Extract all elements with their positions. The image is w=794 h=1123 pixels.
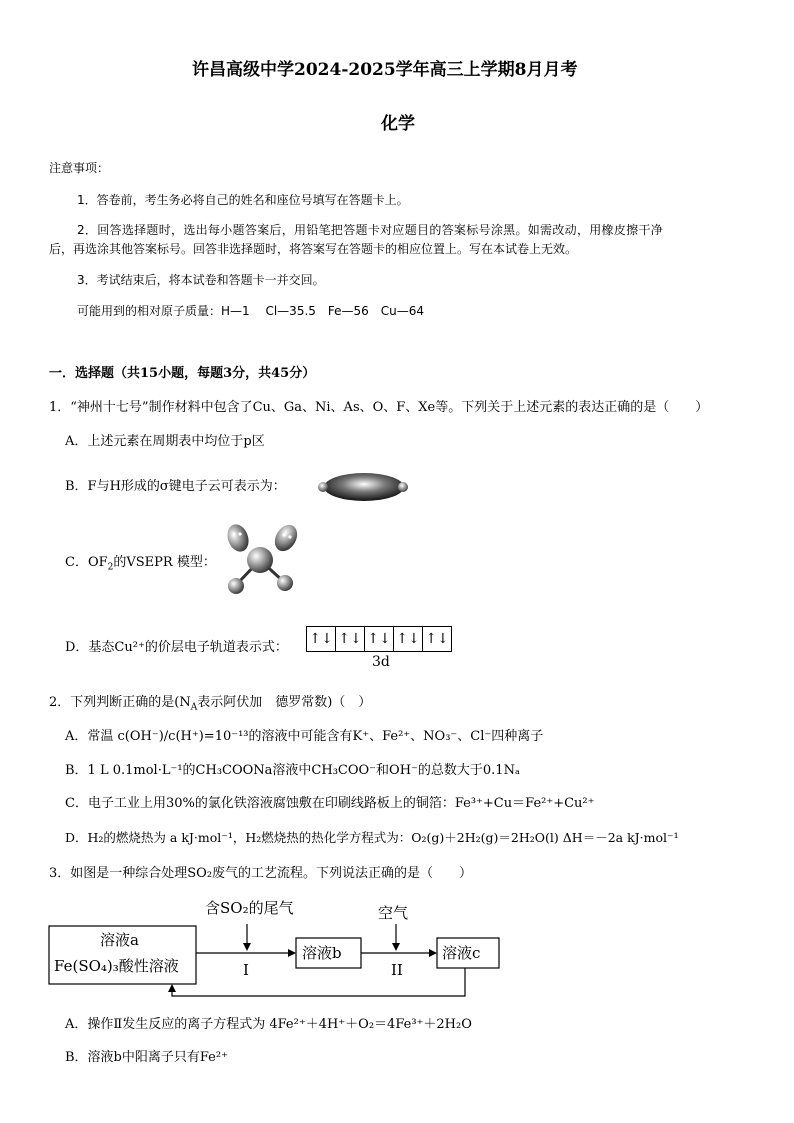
- flow-input-so2: 含SO₂的尾气: [205, 899, 294, 917]
- q1-c-suffix: 的VSEPR 模型：: [113, 555, 216, 570]
- flow-box-c: 溶液c: [442, 944, 481, 962]
- subject-title: 化学: [381, 114, 415, 134]
- q3-option-a: A．操作Ⅱ发生反应的离子方程式为 4Fe²⁺＋4H⁺＋O₂＝4Fe³⁺＋2H₂O: [65, 1017, 472, 1032]
- q3-option-b: B．溶液b中阳离子只有Fe²⁺: [65, 1050, 228, 1065]
- atomic-masses: 可能用到的相对原子质量：H—1 Cl—35.5 Fe—56 Cu—64: [77, 304, 425, 318]
- q2-option-a: A．常温 c(OH⁻)/c(H⁺)=10⁻¹³的溶液中可能含有K⁺、Fe²⁺、NO₃⁻、Cl⁻四种离子: [65, 729, 544, 744]
- q1-option-b: B．F与H形成的σ键电子云可表示为：: [65, 479, 286, 494]
- note-item-1: 1．答卷前，考生务必将自己的姓名和座位号填写在答题卡上。: [77, 193, 409, 207]
- q3-stem: 3．如图是一种综合处理SO₂废气的工艺流程。下列说法正确的是（ ）: [49, 866, 473, 881]
- q1-option-a: A．上述元素在周期表中均位于p区: [65, 434, 265, 449]
- q2-option-d: D．H₂的燃烧热为 a kJ·mol⁻¹，H₂燃烧热的热化学方程式为：O₂(g)＋2H₂(g)＝2H₂O(l) ΔH＝－2a kJ·mol⁻¹: [65, 830, 679, 845]
- flow-box-a-line2: Fe(SO₄)₃酸性溶液: [54, 957, 179, 975]
- flow-step-2: II: [391, 961, 403, 979]
- q1-c-formula-sub: 2: [107, 562, 114, 573]
- orbital-box: ↑↓: [423, 626, 452, 652]
- exam-title: 许昌高级中学2024-2025学年高三上学期8月月考: [192, 60, 578, 80]
- note-item-3: 3．考试结束后，将本试卷和答题卡一并交回。: [77, 273, 325, 287]
- q2-stem-text: 2．下列判断正确的是(N: [49, 695, 191, 710]
- q2-option-c: C．电子工业上用30%的氯化铁溶液腐蚀敷在印刷线路板上的铜箔：Fe³⁺+Cu＝Fe²⁺+Cu²⁺: [65, 796, 595, 811]
- q2-option-b: B．1 L 0.1mol·L⁻¹的CH₃COONa溶液中CH₃COO⁻和OH⁻的总数大于0.1Nₐ: [65, 763, 520, 778]
- flow-box-a-line1: 溶液a: [100, 931, 139, 949]
- flow-step-1: I: [243, 961, 249, 979]
- q1-stem: 1．“神州十七号”制作材料中包含了Cu、Ga、Ni、As、O、F、Xe等。下列关于上述元素的表达正确的是（ ）: [49, 400, 709, 415]
- q1-c-formula: OF: [87, 555, 108, 570]
- orbital-box: ↑↓: [336, 626, 365, 652]
- q2-stem-rest: 表示阿伏加 德罗常数)（ ）: [197, 695, 372, 710]
- orbital-label: 3d: [372, 654, 390, 670]
- notes-heading: 注意事项：: [49, 161, 110, 175]
- q1-option-d: D．基态Cu²⁺的价层电子轨道表示式：: [65, 640, 288, 655]
- orbital-box: ↑↓: [394, 626, 423, 652]
- q2-stem-sub: A: [190, 702, 198, 713]
- orbital-box: ↑↓: [306, 626, 336, 652]
- orbital-box: ↑↓: [365, 626, 394, 652]
- note-item-2-line2: 后，再选涂其他答案标号。回答非选择题时，将答案写在答题卡的相应位置上。写在本试卷上无效。: [49, 242, 578, 256]
- flow-box-b: 溶液b: [302, 944, 342, 962]
- flow-input-air: 空气: [378, 904, 409, 922]
- q1-c-prefix: C．: [65, 555, 88, 570]
- note-item-2-line1: 2．回答选择题时，选出每小题答案后，用铅笔把答题卡对应题目的答案标号涂黑。如需改动，用橡皮擦干净: [77, 223, 664, 237]
- section-heading: 一．选择题（共15小题，每题3分，共45分）: [49, 366, 316, 381]
